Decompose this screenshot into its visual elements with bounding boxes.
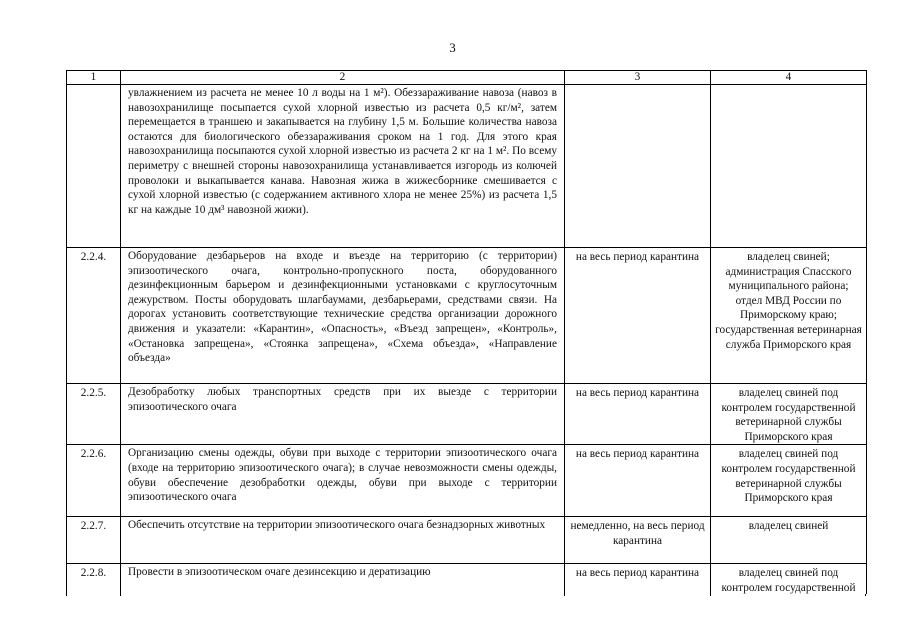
row-number: 2.2.5. [67,384,121,445]
page-bottom-cutoff [0,594,905,640]
measures-table [66,70,867,624]
header-col-1: 1 [67,71,121,85]
row-description: Провести в эпизоотическом очаге дезинсекцию и дератизацию [121,564,565,624]
table-row [67,384,867,445]
page-number: 3 [449,40,456,55]
row-number: 2.2.8. [67,564,121,624]
column-border [865,594,866,596]
row-number-empty [67,85,121,248]
row-description: увлажнением из расчета не менее 10 л воды на 1 м²). Обеззараживание навоза (навоз в навозохранилище посыпается сухой хлорной известью из расчета 0,5 кг/м², затем перемещается в траншею и закапывается на глубину 1,5 м. Большие количества навоза остаются для биологического обеззараживания сроком на 1 год. Для этого края навозохранилища посыпаются сухой хлорной известью из расчета 2 кг на 1 м². По всему периметру с внешней стороны навозохранилища устанавливается изгородь из колючей проволоки и выкапывается канава. Навозная жижа в жижесборнике смешивается с сухой хлорной известью (с содержанием активного хлора не менее 25%) из расчета 1,5 кг на каждые 10 дм³ навозной жижи). [121,85,565,248]
header-col-3: 3 [565,71,711,85]
header-col-2: 2 [121,71,565,85]
column-border [66,594,67,596]
row-description: Дезобработку любых транспортных средств при их выезде с территории эпизоотического очага [121,384,565,445]
column-border [120,594,121,596]
table-header-row [67,71,867,85]
row-responsible-empty [711,85,867,248]
row-responsible: владелец свиней под контролем государственной ветеринарной службы Приморского края [711,445,867,517]
header-col-4: 4 [711,71,867,85]
row-term: на весь период карантина [565,384,711,445]
table-row [67,248,867,384]
row-term-empty [565,85,711,248]
table-row [67,517,867,564]
row-description: Обеспечить отсутствие на территории эпизоотического очага безнадзорных животных [121,517,565,564]
column-border [710,594,711,596]
row-term: на весь период карантина [565,248,711,384]
row-description: Организацию смены одежды, обуви при выходе с территории эпизоотического очага (входе на территорию эпизоотического очага); в случае невозможности смены одежды, обуви обеспечение дезобработки одежды, обуви при выходе с территории эпизоотического очага [121,445,565,517]
row-responsible: владелец свиней [711,517,867,564]
row-number: 2.2.4. [67,248,121,384]
row-responsible: владелец свиней под контролем государственной ветеринарной службы Приморского края [711,384,867,445]
table-row [67,445,867,517]
row-number: 2.2.7. [67,517,121,564]
row-responsible: владелец свиней под контролем государственной [711,564,867,624]
row-term: на весь период карантина [565,445,711,517]
row-description: Оборудование дезбарьеров на входе и въезде на территорию (с территории) эпизоотического очага, контрольно-пропускного поста, оборудованного дезинфекционным барьером и дезинфекционными установками с круглосуточным дежурством. Посты оборудовать шлагбаумами, дезбарьерами, средствами связи. На дорогах установить соответствующие технические средства организации дорожного движения и указатели: «Карантин», «Опасность», «Въезд запрещен», «Контроль», «Остановка запрещена», «Стоянка запрещена», «Схема объезда», «Направление объезда» [121,248,565,384]
row-responsible: владелец свиней; администрация Спасского муниципального района; отдел МВД России по Приморскому краю; государственная ветеринарная служба Приморского края [711,248,867,384]
row-number: 2.2.6. [67,445,121,517]
table-row-continuation [67,85,867,248]
column-border [564,594,565,596]
row-term: на весь период карантина [565,564,711,624]
row-term: немедленно, на весь период карантина [565,517,711,564]
